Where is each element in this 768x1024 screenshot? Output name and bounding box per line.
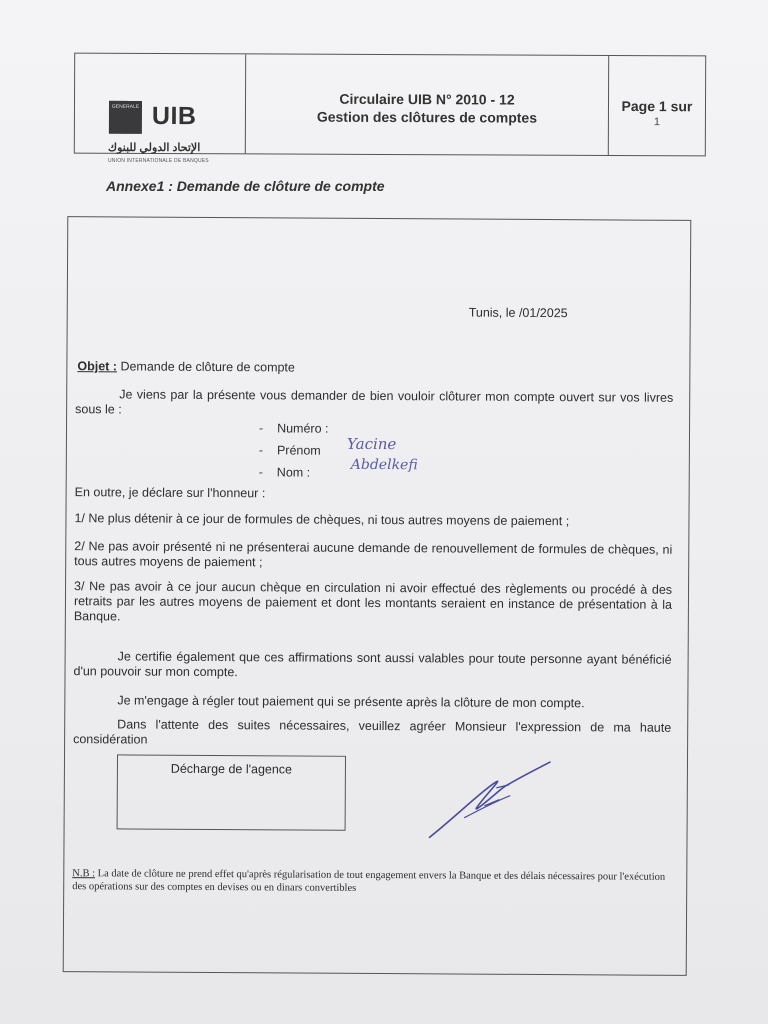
place-date: Tunis, le /01/2025: [468, 305, 568, 321]
objet-label: Objet :: [77, 359, 118, 374]
objet-text: Demande de clôture de compte: [120, 359, 295, 375]
point-1: 1/ Ne plus détenir à ce jour de formules de chèques, ni tous autres moyens de paiement ;: [74, 511, 570, 529]
page-label: Page 1 sur: [621, 98, 693, 115]
circular-title-cell: [246, 54, 609, 155]
bank-full-name: UNION INTERNATIONALE DE BANQUES: [108, 158, 209, 164]
agency-discharge-box: [117, 754, 346, 830]
closing-paragraph: Dans l'attente des suites nécessaires, veuillez agréer Monsieur l'expression de ma haute considération: [73, 717, 672, 747]
engage-paragraph: Je m'engage à régler tout paiement qui se présente après la clôture de mon compte.: [117, 693, 585, 711]
field-prenom: - Prénom: [258, 443, 321, 458]
circular-subject: Gestion des clôtures de comptes: [316, 108, 538, 126]
decharge-label: Décharge de l'agence: [170, 761, 293, 777]
bank-arabic-name: الإتحاد الدولي للبنوك: [108, 142, 201, 154]
page-cell: [609, 56, 705, 155]
field-numero: - Numéro :: [258, 421, 329, 436]
point-2: 2/ Ne pas avoir présenté ni ne présenterai aucune demande de renouvellement de formules de chèques, ni tous autres moyens de paiement ;: [74, 539, 673, 570]
bank-logo-text: UIB: [151, 101, 197, 131]
objet-line: [77, 359, 295, 374]
logo-cell: [75, 54, 246, 154]
signature: [424, 757, 555, 843]
nb-note: [72, 867, 672, 897]
nb-text: La date de clôture ne prend effet qu'après régularisation de tout engagement envers la Banque et des délais nécessaires pour l'exécution des opérations sur des comptes en devises ou en dinars convertibles: [72, 868, 666, 894]
declare-line: En outre, je déclare sur l'honneur :: [74, 485, 266, 501]
field-nom: - Nom :: [258, 465, 311, 480]
handwritten-nom: Abdelkefi: [350, 456, 418, 474]
certify-paragraph: Je certifie également que ces affirmations sont aussi valables pour toute personne ayant bénéficié d'un pouvoir sur mon compte.: [73, 649, 672, 680]
annexe-title: Annexe1 : Demande de clôture de compte: [106, 178, 385, 194]
page-total: 1: [653, 116, 661, 129]
handwritten-prenom: Yacine: [346, 434, 397, 454]
point-3: 3/ Ne pas avoir à ce jour aucun chèque en circulation ni avoir effectué des règlements ou procédé à des retraits par les autres moyens de paiement et dont les montants seraient en instance de présentation à la Banque.: [73, 579, 673, 624]
intro-paragraph: Je viens par la présente vous demander de bien vouloir clôturer mon compte ouvert sur vos livres sous le :: [75, 387, 674, 417]
circular-number: Circulaire UIB N° 2010 - 12: [339, 90, 515, 108]
nb-label: N.B :: [72, 868, 96, 880]
closure-request-form: [63, 216, 692, 976]
bank-logo-icon: GENERALE: [109, 101, 142, 134]
